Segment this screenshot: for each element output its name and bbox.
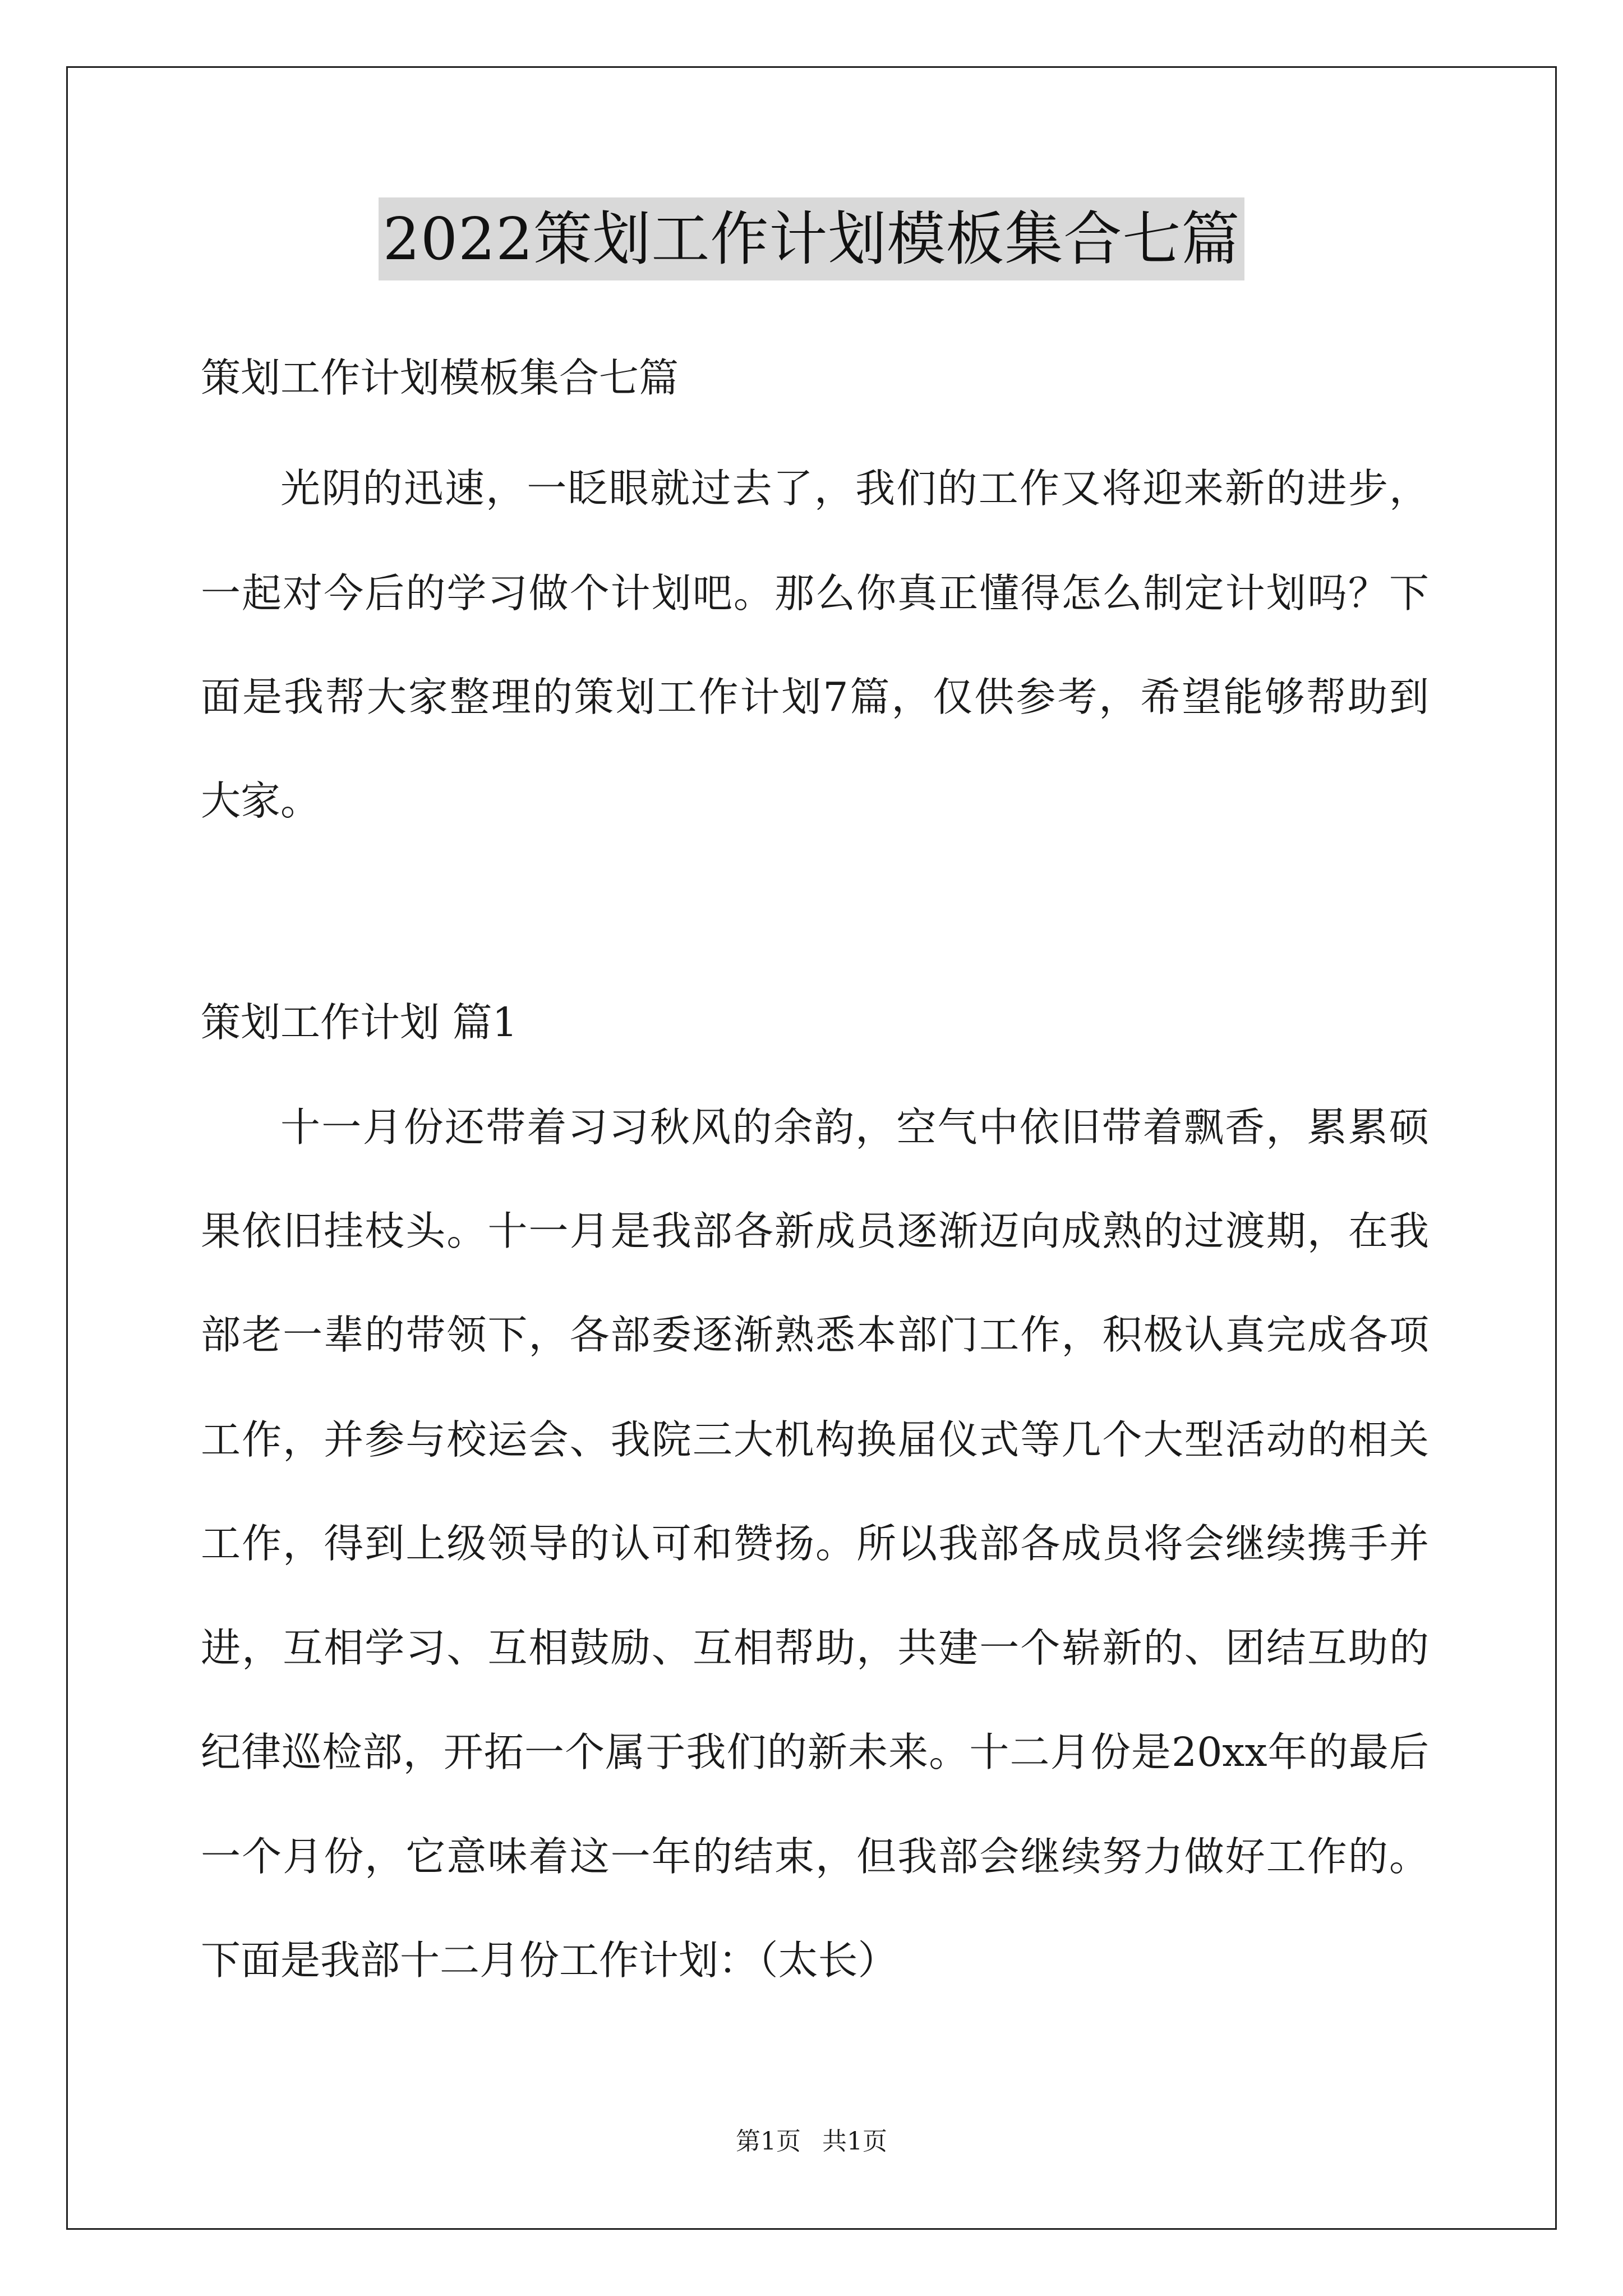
paragraph-line: 部老一辈的带领下，各部委逐渐熟悉本部门工作，积极认真完成各项 <box>201 1312 1429 1358</box>
paragraph-line: 十一月份还带着习习秋风的余韵，空气中依旧带着飘香，累累硕 <box>280 1104 1429 1151</box>
paragraph-line: 进，互相学习、互相鼓励、互相帮助，共建一个崭新的、团结互助的 <box>201 1625 1429 1671</box>
intro-line: 一起对今后的学习做个计划吧。那么你真正懂得怎么制定计划吗？下 <box>201 570 1429 616</box>
page-total: 共1页 <box>822 2127 887 2156</box>
section-heading: 策划工作计划 篇1 <box>201 999 518 1046</box>
document-title: 2022策划工作计划模板集合七篇 <box>379 197 1245 280</box>
paragraph-line: 一个月份，它意味着这一年的结束，但我部会继续努力做好工作的。 <box>201 1833 1429 1880</box>
intro-line: 大家。 <box>201 777 321 824</box>
paragraph-line: 下面是我部十二月份工作计划：（太长） <box>201 1937 898 1984</box>
document-subtitle: 策划工作计划模板集合七篇 <box>201 355 679 401</box>
paragraph-line: 纪律巡检部，开拓一个属于我们的新未来。十二月份是20xx年的最后 <box>201 1729 1429 1775</box>
intro-line: 面是我帮大家整理的策划工作计划7篇，仅供参考，希望能够帮助到 <box>201 674 1429 720</box>
paragraph-line: 工作，并参与校运会、我院三大机构换届仪式等几个大型活动的相关 <box>201 1416 1429 1463</box>
page-footer <box>0 2125 1623 2159</box>
paragraph-line: 果依旧挂枝头。十一月是我部各新成员逐渐迈向成熟的过渡期，在我 <box>201 1208 1429 1254</box>
page-number: 第1页 <box>736 2127 801 2156</box>
intro-line: 光阴的迅速，一眨眼就过去了，我们的工作又将迎来新的进步， <box>280 465 1429 512</box>
paragraph-line: 工作，得到上级领导的认可和赞扬。所以我部各成员将会继续携手并 <box>201 1520 1429 1567</box>
title-container <box>0 197 1623 280</box>
